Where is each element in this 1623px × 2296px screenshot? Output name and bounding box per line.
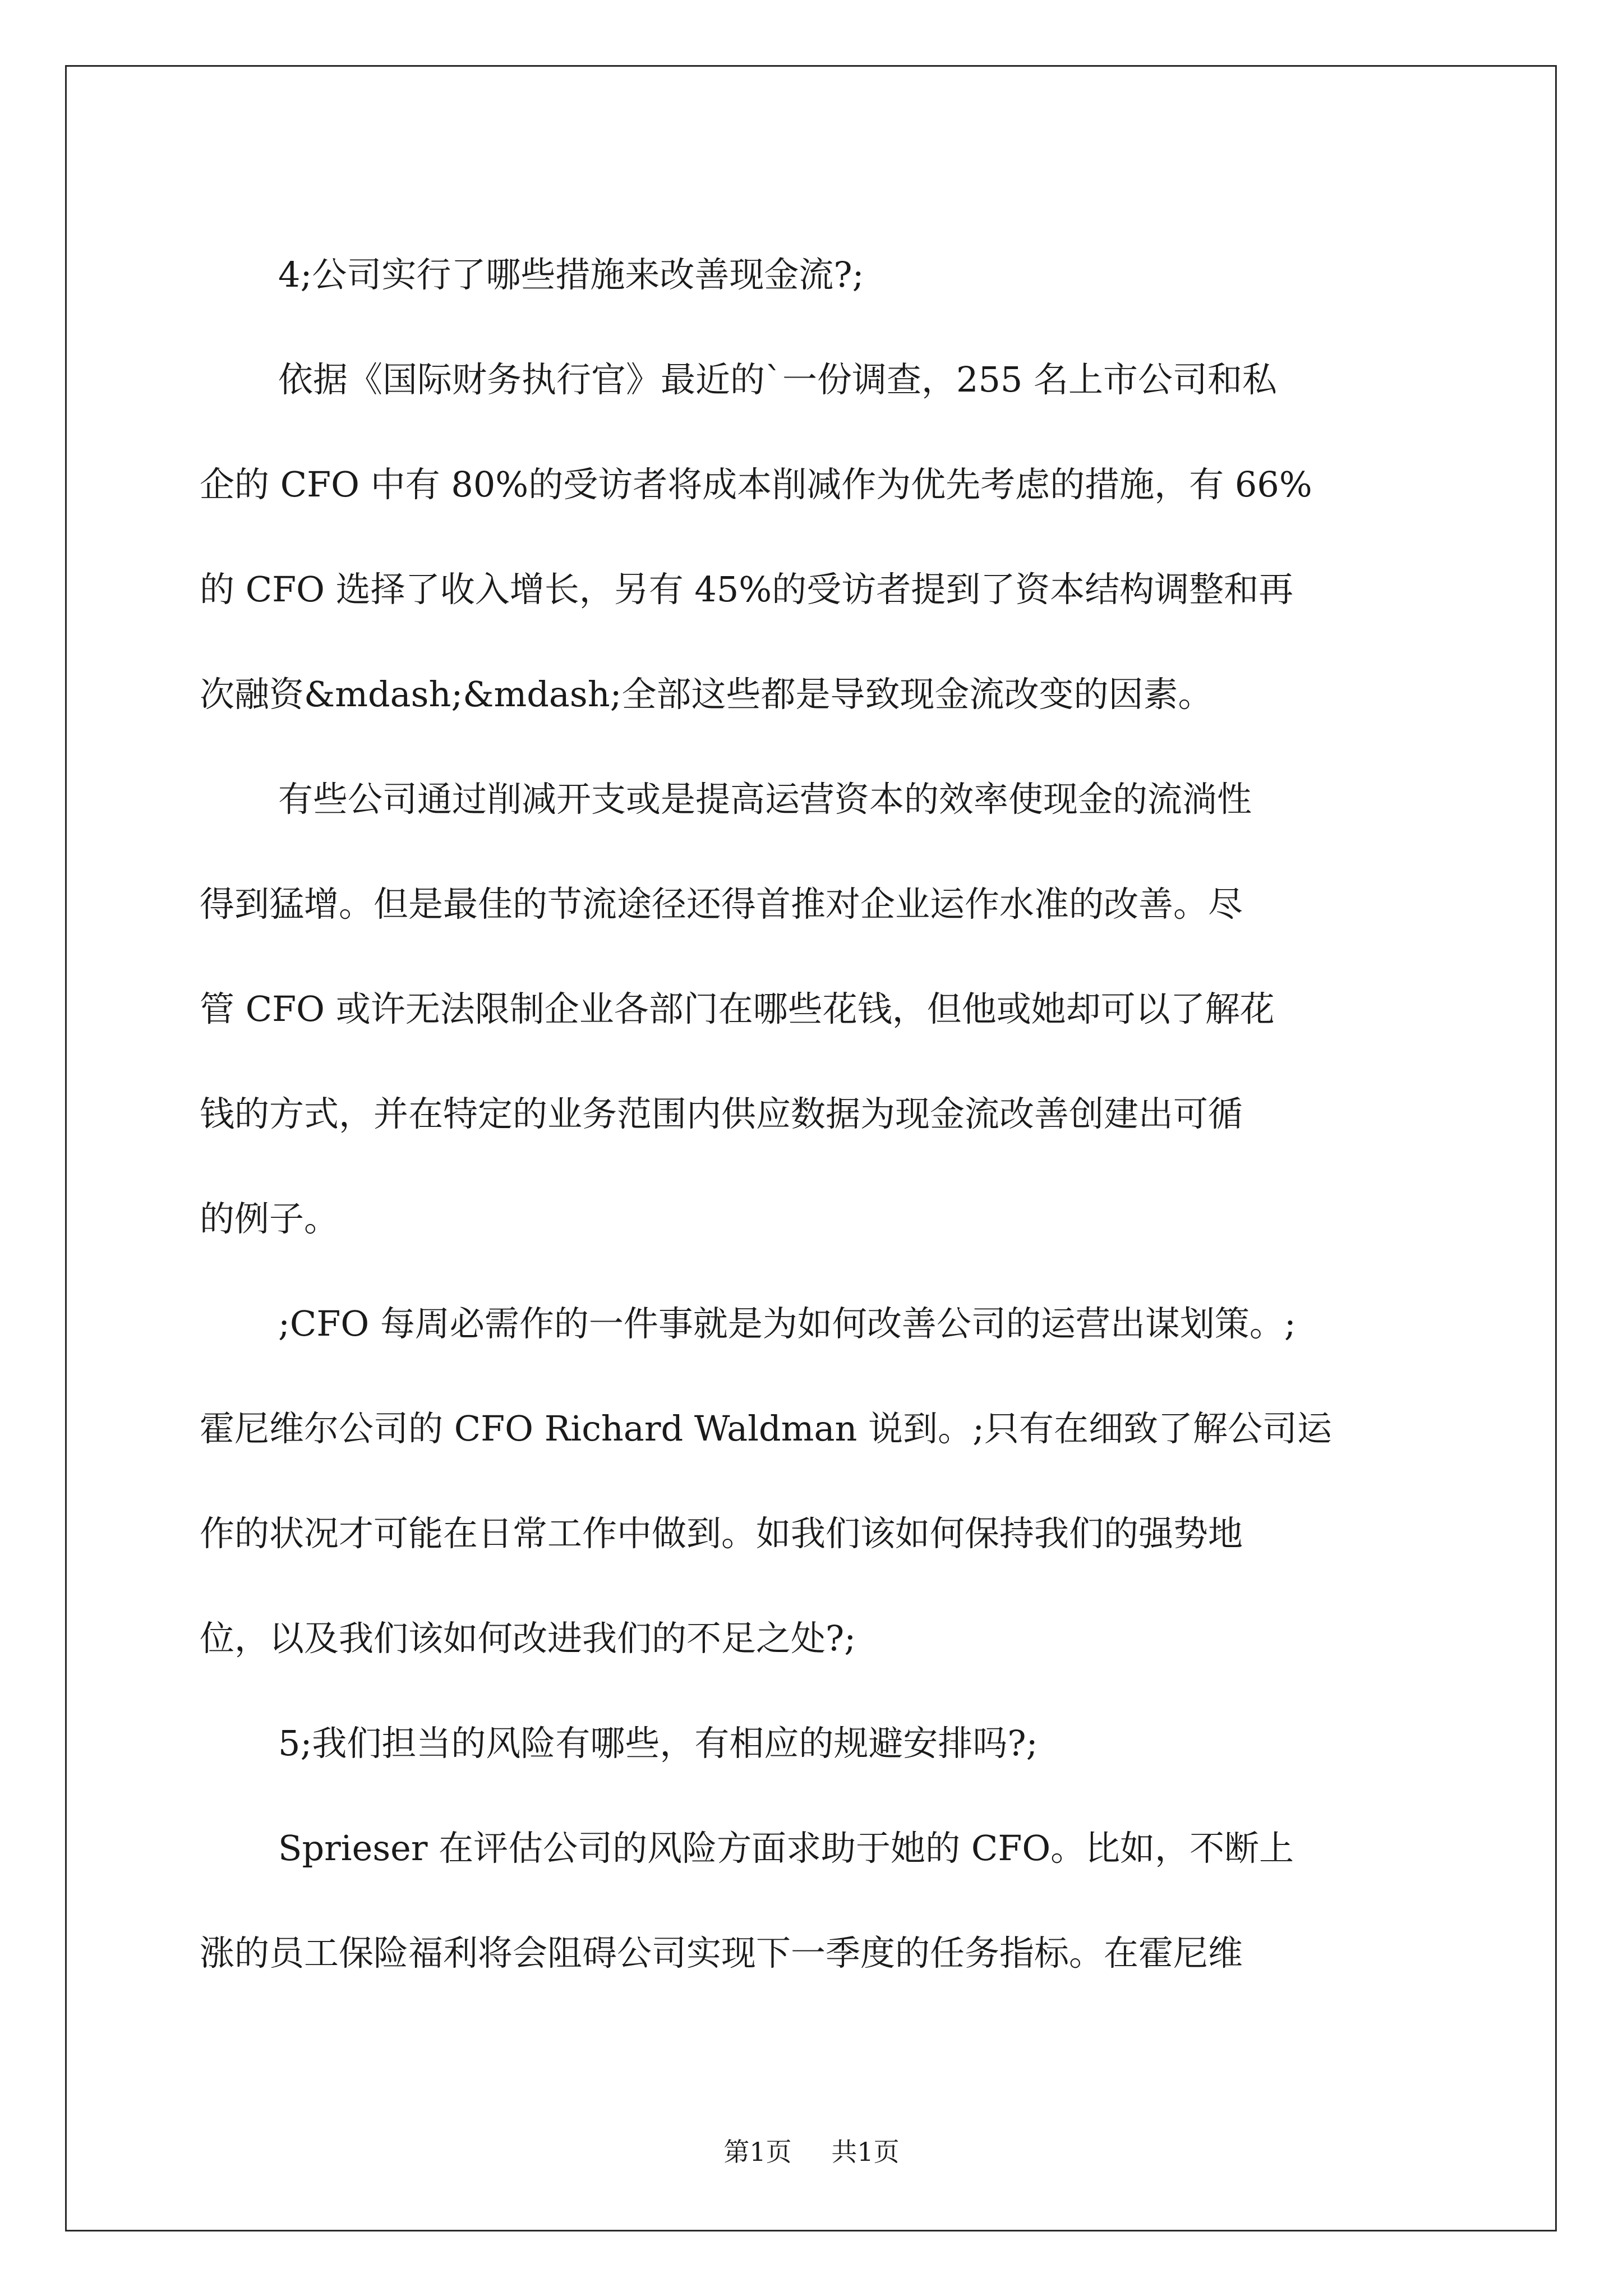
text-line: 管 CFO 或许无法限制企业各部门在哪些花钱，但他或她却可以了解花 — [200, 988, 1275, 1029]
document-body — [200, 222, 1428, 2005]
text-line: 依据《国际财务执行官》最近的`一份调查，255 名上市公司和私 — [278, 359, 1278, 400]
text-line: 4;公司实行了哪些措施来改善现金流?; — [278, 254, 864, 295]
text-line: 的例子。 — [200, 1198, 339, 1239]
text-line: ;CFO 每周必需作的一件事就是为如何改善公司的运营出谋划策。; — [278, 1303, 1296, 1344]
paragraph-5 — [200, 1691, 1428, 1796]
text-line: 位，以及我们该如何改进我们的不足之处?; — [200, 1618, 856, 1659]
page-footer — [0, 2132, 1623, 2169]
page-number: 第1页 — [723, 2137, 792, 2167]
text-line: 5;我们担当的风险有哪些，有相应的规避安排吗?; — [278, 1723, 1038, 1764]
paragraph-4 — [200, 1271, 1428, 1691]
text-line: 霍尼维尔公司的 CFO Richard Waldman 说到。;只有在细致了解公司运 — [200, 1408, 1332, 1449]
text-line: 作的状况才可能在日常工作中做到。如我们该如何保持我们的强势地 — [200, 1513, 1243, 1554]
text-line: 次融资&mdash;&mdash;全部这些都是导致现金流改变的因素。 — [200, 674, 1213, 715]
paragraph-2 — [200, 327, 1428, 747]
paragraph-3 — [200, 747, 1428, 1271]
paragraph-6 — [200, 1796, 1428, 2005]
text-line: Sprieser 在评估公司的风险方面求助于她的 CFO。比如，不断上 — [278, 1828, 1294, 1869]
page-count: 共1页 — [831, 2137, 900, 2167]
text-line: 得到猛增。但是最佳的节流途径还得首推对企业运作水准的改善。尽 — [200, 884, 1243, 924]
text-line: 的 CFO 选择了收入增长，另有 45%的受访者提到了资本结构调整和再 — [200, 569, 1294, 610]
text-line: 企的 CFO 中有 80%的受访者将成本削减作为优先考虑的措施，有 66% — [200, 464, 1312, 505]
text-line: 有些公司通过削减开支或是提高运营资本的效率使现金的流淌性 — [278, 779, 1252, 820]
paragraph-1 — [200, 222, 1428, 327]
text-line: 钱的方式，并在特定的业务范围内供应数据为现金流改善创建出可循 — [200, 1093, 1243, 1134]
text-line: 涨的员工保险福利将会阻碍公司实现下一季度的任务指标。在霍尼维 — [200, 1932, 1243, 1973]
